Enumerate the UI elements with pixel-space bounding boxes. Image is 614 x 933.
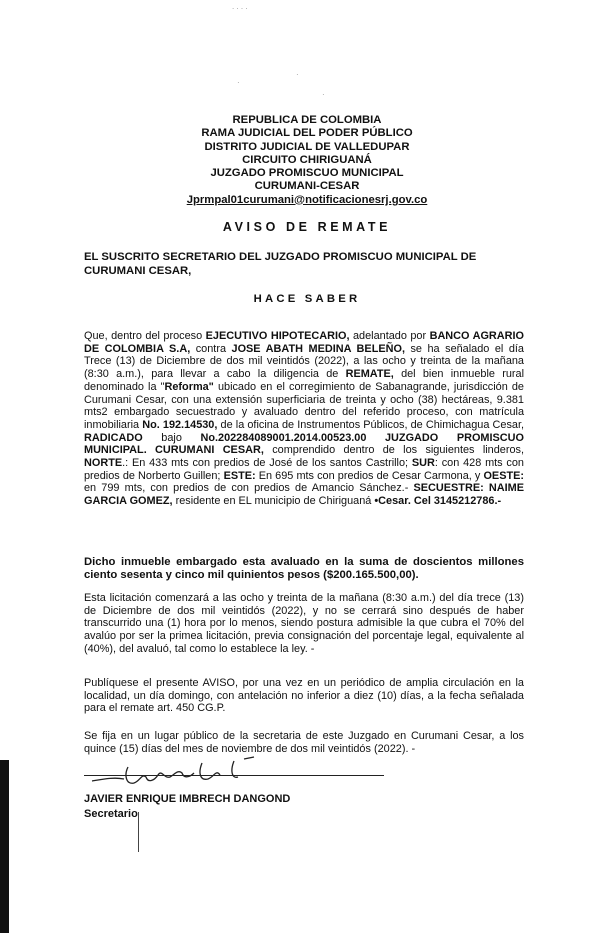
- scan-speck: ·: [237, 78, 240, 87]
- paragraph-posting: Se fija en un lugar público de la secretaria de este Juzgado en Curumani Cesar, a los quince (15) días del mes de noviembre de dos mil veintidós (2022). -: [84, 730, 524, 755]
- header-court: JUZGADO PROMISCUO MUNICIPAL: [210, 167, 404, 180]
- header-country: REPUBLICA DE COLOMBIA: [232, 114, 382, 126]
- scan-margin-bar: [0, 760, 9, 933]
- header-email-link[interactable]: Jprmpal01curumani@notificacionesrj.gov.co: [186, 193, 428, 206]
- hace-saber-heading: HACE SABER: [253, 293, 361, 305]
- scan-speck: ·: [322, 90, 325, 99]
- scan-speck: ·: [296, 70, 299, 79]
- document-title: AVISO DE REMATE: [222, 220, 392, 234]
- signature-line: [84, 775, 384, 776]
- header-circuit: CIRCUITO CHIRIGUANÁ: [242, 153, 372, 166]
- paragraph-valuation: Dicho inmueble embargado esta avaluado en la suma de doscientos millones ciento sesenta y cinco mil quinientos pesos ($200.165.500,00).: [84, 556, 524, 582]
- header-district: DISTRITO JUDICIAL DE VALLEDUPAR: [204, 140, 410, 153]
- signature-stroke: [138, 812, 139, 852]
- paragraph-publication: Publíquese el presente AVISO, por una vez en un periódico de amplia circulación en la localidad, un día domingo, con antelación no inferior a diez (10) días, a la fecha señalada para el remate art. 450 CG.P.: [84, 677, 524, 715]
- signer-name: JAVIER ENRIQUE IMBRECH DANGOND: [84, 793, 291, 805]
- header-branch: RAMA JUDICIAL DEL PODER PÚBLICO: [201, 127, 413, 140]
- scan-specks: . . . .: [232, 2, 248, 11]
- intro-statement: EL SUSCRITO SECRETARIO DEL JUZGADO PROMISCUO MUNICIPAL DE CURUMANI CESAR,: [84, 251, 477, 277]
- paragraph-auction-terms: Esta licitación comenzará a las ocho y treinta de la mañana (8:30 a.m.) del día trece (13) de Diciembre de dos mil veintidós (2022), y no se cerrará sino después de haber transcurrido una (1) hora por lo menos, siendo postura admisible la que cubra el 70% del avalúo por ser la primea licitación, previa consignación del porcentaje legal, equivalente al (40%), del avaluó, tal como lo establece la ley. -: [84, 592, 524, 655]
- document-header: [0, 114, 614, 207]
- header-city: CURUMANI-CESAR: [254, 180, 360, 193]
- signer-block: [84, 792, 290, 822]
- signer-role: Secretario: [84, 808, 138, 820]
- paragraph-process-details: Que, dentro del proceso EJECUTIVO HIPOTECARIO, adelantado por BANCO AGRARIO DE COLOMBIA S.A, contra JOSE ABATH MEDINA BELEÑO, se ha señalado el día Trece (13) de Diciembre de dos mil veintidós (2022), a las ocho y treinta de la mañana (8:30 a.m.), para llevar a cabo la diligencia de REMATE, del bien inmueble rural denominado la "Reforma" ubicado en el corregimiento de Sabanagrande, jurisdicción de Curumani Cesar, con una extensión superficiaria de treinta y ocho (38) hectáreas, 9.381 mts2 embargado secuestrado y avaluado dentro del referido proceso, con matrícula inmobiliaria No. 192.14530, de la oficina de Instrumentos Públicos, de Chimichagua Cesar, RADICADO bajo No.202284089001.2014.00523.00 JUZGADO PROMISCUO MUNICIPAL. CURUMANI CESAR, comprendido dentro de los siguientes linderos, NORTE.: En 433 mts con predios de José de los santos Castrillo; SUR: con 428 mts con predios de Norberto Guillen; ESTE: En 695 mts con predios de Cesar Carmona, y OESTE: en 799 mts, con predios de con predios de Amancio Sánchez.- SECUESTRE: NAIME GARCIA GOMEZ, residente en EL municipio de Chiriguaná •Cesar. Cel 3145212786.-: [84, 330, 525, 508]
